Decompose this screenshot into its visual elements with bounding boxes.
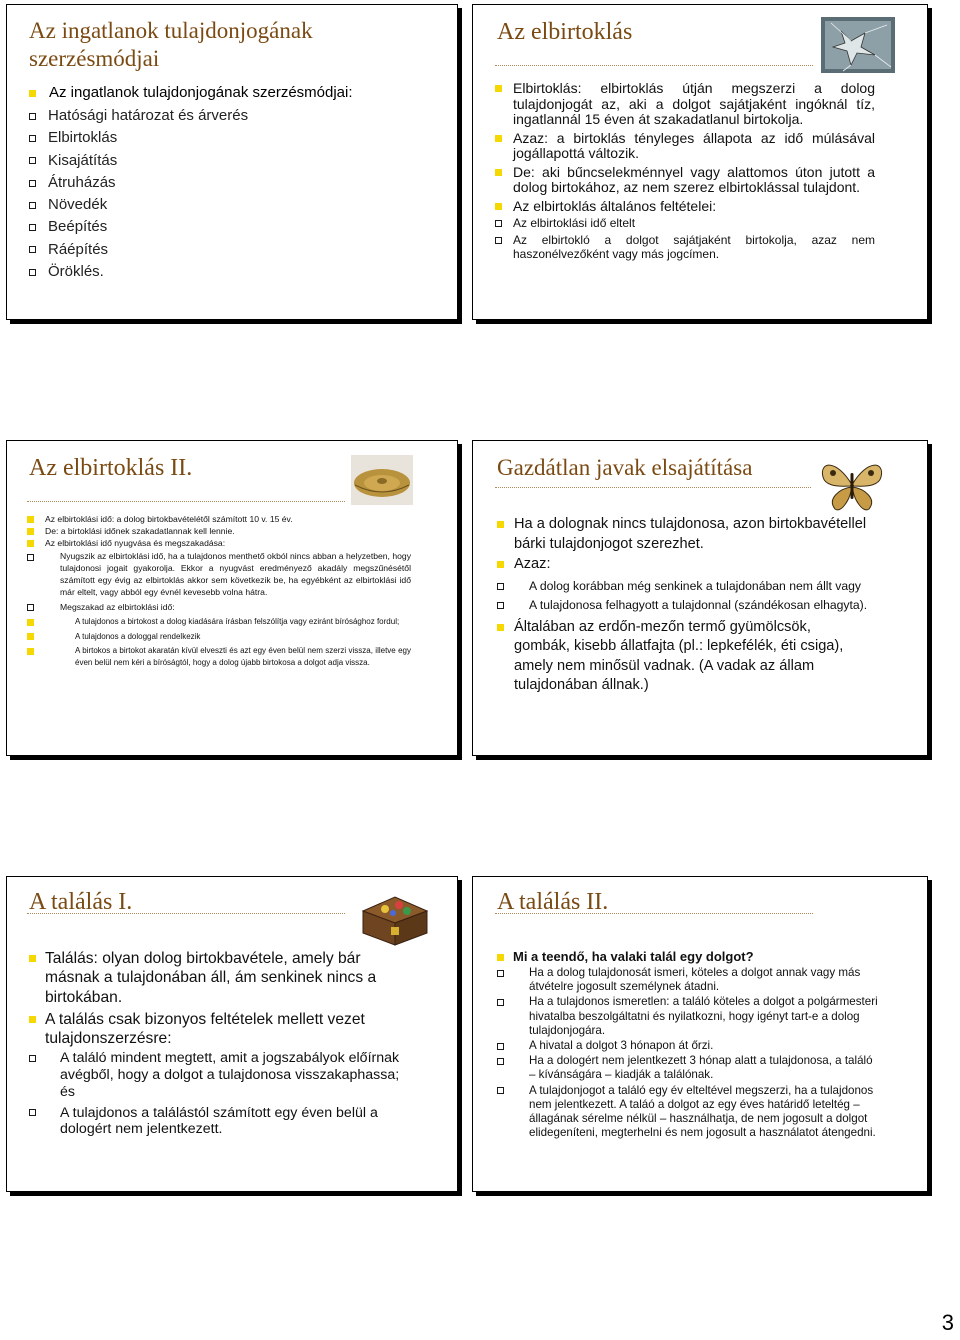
bullet-text: Általában az erdőn-mezőn termő gyümölcsök, gombák, kisebb állatfajta (pl.: lepkefélék, éti csiga), amely nem minősül vadnak. (A vadak az állam tulajdonában állnak.) — [514, 618, 844, 693]
sub-item — [497, 1039, 881, 1053]
sub-sub-text: A tulajdonos a birtokost a dolog kiadására írásban felszólítja vagy eziránt bírósághoz fordul; — [75, 617, 400, 627]
sub-text: A találó mindent megtett, amit a jogszabályok előírnak avégből, hogy a dolgot a tulajdonosa visszakaphassa; és — [60, 1050, 400, 1100]
slide-title: Az elbirtoklás — [497, 19, 633, 45]
slide-body — [497, 515, 869, 696]
sub-item — [29, 127, 248, 149]
bullet-text: Az ingatlanok tulajdonjogának szerzésmódjai: — [49, 84, 353, 101]
sub-text: Az elbirtokló a dolgot sajátjaként birtokolja, azaz nem haszonélvezőként vagy más jogcímen. — [513, 233, 875, 261]
sub-item — [29, 239, 248, 261]
sub-text: Növedék — [48, 196, 108, 214]
page-number: 3 — [941, 1310, 954, 1335]
sub-text: A tulajdonosa felhagyott a tulajdonnal (szándékosan elhagyta). — [529, 597, 868, 612]
bullet-item — [27, 538, 411, 550]
sub-item — [29, 261, 248, 283]
sub-text: A tulajdonos a találástól számított egy éven belül a dologért nem jelentkezett. — [60, 1104, 378, 1138]
sub-text: A hivatal a dolgot 3 hónapon át őrzi. — [529, 1039, 714, 1053]
slide-title: Az elbirtoklás II. — [29, 455, 193, 481]
sub-text: A tulajdonjogot a találó egy év elteltével megszerzi, ha a tulajdonos nem jelentkezett. A taláó a dolgot az egy éves határidő leteltég – állagának sérelme nélkül – használhatja, de nem jogosult a dolgot elidegeníteni, megterhelni és nem jogosult a használatot átengedni. — [529, 1083, 876, 1140]
sub-text: Beépítés — [48, 218, 108, 236]
slide-body — [497, 949, 881, 1140]
sub-item — [495, 216, 875, 230]
sub-item — [495, 233, 875, 261]
bullet-item — [497, 618, 869, 696]
bullet-text: Azaz: a birtoklás tényleges állapota az idő múlásával jogállapottá változik. — [513, 129, 875, 161]
slide-5 — [6, 876, 458, 1192]
bullet-item — [495, 199, 875, 215]
bullet-item — [29, 1010, 413, 1049]
title-divider — [27, 913, 345, 914]
sub-item — [497, 597, 869, 614]
sub-text: A dolog korábban még senkinek a tulajdonában nem állt vagy — [529, 578, 861, 593]
slide-title: Az ingatlanok tulajdonjogának szerzésmódjai — [29, 18, 313, 71]
slide-title: A találás I. — [29, 889, 133, 915]
bullet-item — [495, 81, 875, 128]
slide-6 — [472, 876, 928, 1192]
sub-item — [29, 172, 248, 194]
bullet-item — [495, 131, 875, 162]
sub-item — [29, 194, 248, 216]
sub-list — [29, 105, 248, 283]
slide-3 — [6, 440, 458, 756]
bullet-item — [495, 165, 875, 196]
sub-item — [29, 216, 248, 238]
title-divider — [495, 65, 813, 66]
sub-text: Hatósági határozat és árverés — [48, 107, 249, 124]
bullet-item — [497, 555, 869, 575]
bullet-item — [497, 949, 881, 965]
sub-text: Megszakad az elbirtoklási idő: — [60, 601, 175, 612]
bullet-text: Az elbirtoklási idő nyugvása és megszakadása: — [45, 537, 226, 548]
sub-text: Elbirtoklás — [48, 129, 118, 147]
slide-2 — [472, 4, 928, 320]
sub-item — [497, 995, 881, 1038]
title-divider — [27, 501, 345, 502]
treasure-chest-picture — [355, 883, 435, 947]
slide-title: Gazdátlan javak elsajátítása — [497, 455, 753, 480]
slide-1 — [6, 4, 458, 320]
bullet-item — [27, 526, 411, 538]
butterfly-picture — [817, 455, 887, 515]
sub-item — [497, 578, 869, 595]
bullet-item — [29, 84, 353, 102]
slide-title: A találás II. — [497, 889, 609, 915]
sub-text: Az elbirtoklási idő eltelt — [513, 216, 636, 230]
sub-sub-text: A tulajdonos a dologgal rendelkezik — [75, 631, 201, 641]
slide-body — [29, 949, 413, 1138]
sub-text: Ha a dolog tulajdonosát ismeri, köteles a dolgot annak vagy más átvételre jogosult személynek átadni. — [529, 966, 861, 994]
slide-body — [495, 81, 875, 261]
sub-text: Átruházás — [48, 173, 116, 191]
title-divider — [495, 487, 811, 488]
sub-text: Kisajátítás — [48, 151, 118, 169]
bullet-item — [497, 515, 869, 554]
slide-body — [27, 514, 411, 668]
bullet-text: De: aki bűncselekménnyel vagy alattomos úton jutott a dolog birtokához, az nem szerez elbirtoklással tulajdont. — [513, 163, 875, 195]
bullet-text: A találás csak bizonyos feltételek mellett vezet tulajdonszerzésre: — [45, 1010, 365, 1048]
sub-item — [29, 105, 248, 127]
sub-sub-item — [27, 631, 411, 643]
sub-item — [27, 602, 411, 614]
sub-item — [27, 551, 411, 598]
sub-item — [29, 150, 248, 172]
sub-text: Ha a tulajdonos ismeretlen: a találó köteles a dolgot a polgármesteri hivatalba beszolgáltatni és nyilatkozni, hogy igényt tart-e a dolog tulajdonjogára. — [529, 995, 878, 1037]
bullet-text: De: a birtoklási időnek szakadatlannak kell lennie. — [45, 525, 235, 536]
sub-item — [497, 1054, 881, 1082]
sub-text: Ráépítés — [48, 240, 109, 258]
bullet-item — [27, 514, 411, 526]
sub-item — [497, 966, 881, 994]
bullet-text: Elbirtoklás: elbirtoklás útján megszerzi a dolog tulajdonjogát az, aki a dolgot sajátjaként ingóknál tíz, ingatlannál 15 éven át szakadatlanul birtokolja. — [513, 80, 875, 127]
broken-window-photo — [821, 17, 895, 73]
sub-sub-item — [27, 616, 411, 628]
bullet-text: Mi a teendő, ha valaki talál egy dolgot? — [513, 949, 754, 964]
sub-item — [29, 1105, 413, 1138]
slide-4 — [472, 440, 928, 756]
sub-item — [497, 1084, 881, 1141]
title-divider — [495, 913, 813, 914]
sub-text: Ha a dologért nem jelentkezett 3 hónap alatt a tulajdonosa, a találó – kívánságára – kiadják a találónak. — [529, 1054, 873, 1082]
cymbal-photo — [351, 455, 413, 505]
bullet-text: Az elbirtoklás általános feltételei: — [513, 197, 717, 214]
sub-sub-text: A birtokos a birtokot akaratán kívül elveszti és azt egy éven belül nem szerzi vissza, illetve egy éven belül nem kéri a bíróságtól, hogy a dolog újabb birtokosa a dolgot adja vissza. — [75, 646, 411, 667]
sub-text: Nyugszik az elbirtoklási idő, ha a tulajdonos menthető okból nincs abban a helyzetben, hogy tulajdonosi jogait gyakorolja. Ekkor a nyugvást eredményező akadály megszűnésétől számított egy évig az elbirtoklás akkor sem következik be, ha egyébként az elbirtoklási idő már eltelt, vagy abból egy évnél kevesebb volna hátra. — [60, 551, 411, 597]
bullet-text: Ha a dolognak nincs tulajdonosa, azon birtokbavétellel bárki tulajdonjogot szerezhet. — [514, 516, 867, 552]
bullet-text: Azaz: — [514, 556, 551, 572]
bullet-text: Az elbirtoklási idő: a dolog birtokbavételétől számított 10 v. 15 év. — [45, 514, 293, 524]
sub-item — [29, 1050, 413, 1100]
sub-text: Öröklés. — [48, 263, 104, 281]
sub-sub-item — [27, 645, 411, 668]
bullet-item — [29, 949, 413, 1007]
bullet-text: Találás: olyan dolog birtokbavétele, amely bár másnak a tulajdonában áll, ám senkinek nincs a birtokában. — [45, 950, 377, 1006]
